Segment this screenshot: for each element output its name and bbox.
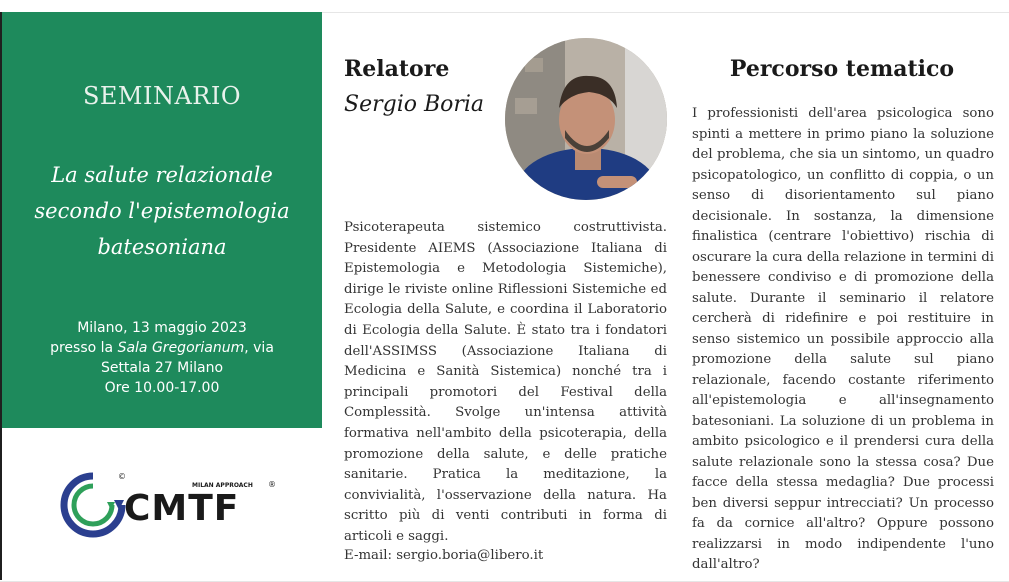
venue-suffix: , via	[244, 340, 274, 356]
cmtf-logo	[58, 470, 288, 540]
venue-prefix: presso la	[50, 340, 118, 356]
speaker-bio: Psicoterapeuta sistemico costruttivista. Presidente AIEMS (Associazione Italiana di Epistemologia e Metodologia Sistemiche), dirige le riviste online Riflessioni Sistemiche ed Ecologia della Salute, e coordina il Laboratorio di Ecologia della Salute. È stato tra i fondatori dell'ASSIMSS (Associazione Italiana di Medicina e Sanità Sistemica) nonché tra i principali promotori del Festival della Complessità. Svolge un'intensa attività formativa nell'ambito della psicoterapia, della promozione della salute, e delle pratiche sanitarie. Pratica la meditazione, la convivialità, l'osservazione della natura. Ha scritto più di venti contributi in forma di articoli e saggi.	[344, 220, 667, 544]
seminar-date: Milano, 13 maggio 2023	[77, 320, 247, 336]
logo-tagline: MILAN APPROACH	[192, 482, 253, 489]
seminar-address: Settala 27 Milano	[100, 360, 224, 376]
seminar-venue	[12, 338, 312, 358]
seminar-hours: Ore 10.00-17.00	[104, 380, 220, 396]
seminar-subtitle: La salute relazionale secondo l'epistemologia batesoniana	[34, 163, 290, 259]
logo-copyright: ©	[118, 472, 126, 481]
speaker-email[interactable]: E-mail: sergio.boria@libero.it	[344, 548, 544, 563]
logo-name: CMTF	[124, 488, 240, 529]
seminar-info	[12, 318, 312, 398]
venue-name: Sala Gregorianum	[117, 340, 245, 356]
speaker-photo	[505, 38, 667, 200]
topic-title: Percorso tematico	[729, 56, 955, 82]
logo-registered: ®	[268, 480, 276, 489]
speaker-name: Sergio Boria	[344, 92, 485, 117]
seminar-panel	[2, 12, 322, 428]
topic-body: I professionisti dell'area psicologica sono spinti a mettere in primo piano la soluzione del problema, che sia un sintomo, un quadro psicopatologico, un conflitto di coppia, o un senso di disorientamento sul piano decisionale. In sostanza, la dimensione finalistica (centrare l'obiettivo) rischia di oscurare la cura della relazione in termini di benessere condiviso e di promozione della salute. Durante il seminario il relatore cercherà di ridefinire e poi restituire in senso sistemico un possibile approccio alla promozione della salute sul piano relazionale, facendo costante riferimento all'epistemologia e all'insegnamento batesoniani. La soluzione di un problema in ambito psicologico e il prendersi cura della salute relazionale sono la stessa cosa? Due facce della stessa medaglia? Due processi ben diversi seppur intrecciati? Un processo fa da cornice all'altro? Oppure possono realizzarsi in modo indipendente l'uno dall'altro?	[692, 106, 994, 572]
seminar-heading: SEMINARIO	[82, 82, 242, 110]
speaker-portrait-image	[505, 38, 667, 200]
speaker-label: Relatore	[344, 56, 450, 82]
